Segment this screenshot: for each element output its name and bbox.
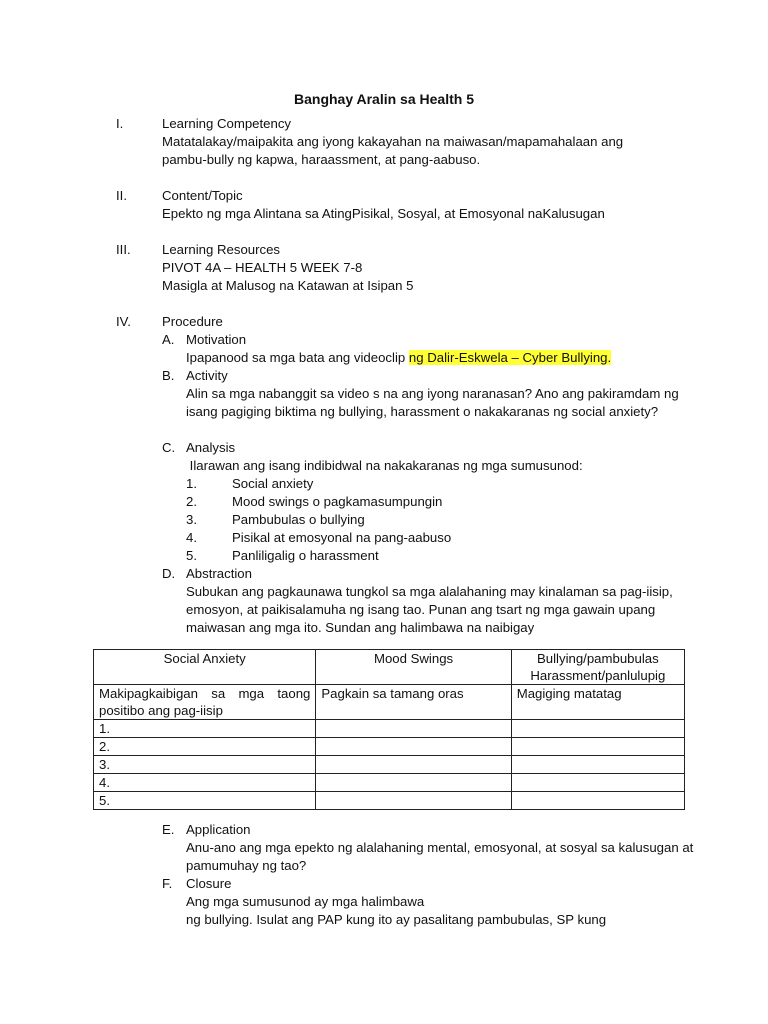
procedure-letter: C. [162, 440, 176, 455]
section-heading: Learning Resources [162, 242, 281, 257]
list-item: Mood swings o pagkamasumpungin [232, 494, 443, 509]
table-cell[interactable] [316, 720, 511, 738]
section-text: PIVOT 4A – HEALTH 5 WEEK 7-8 [162, 260, 363, 275]
table-cell[interactable] [316, 756, 511, 774]
table-cell: Magiging matatag [511, 685, 684, 720]
procedure-text: Anu-ano ang mga epekto ng alalahaning mental, emosyonal, at sosyal sa kalusugan at [186, 840, 694, 855]
list-item: Panliligalig o harassment [232, 548, 379, 563]
procedure-text: ng bullying. Isulat ang PAP kung ito ay pasalitang pambubulas, SP kung [186, 912, 607, 927]
table-cell: Pagkain sa tamang oras [316, 685, 511, 720]
table-cell[interactable] [511, 738, 684, 756]
procedure-text [186, 349, 611, 367]
procedure-label: Application [186, 822, 251, 837]
section-number: III. [116, 242, 131, 257]
procedure-text: isang pagiging biktima ng bullying, harassment o nakakaranas ng social anxiety? [186, 404, 659, 419]
example-text: Makipagkaibigan sa mga taong [99, 686, 311, 701]
section-heading: Content/Topic [162, 188, 243, 203]
table-cell[interactable]: 3. [94, 756, 316, 774]
procedure-text: maiwasan ang mga ito. Sundan ang halimbawa na naibigay [186, 620, 535, 635]
table-cell[interactable]: 1. [94, 720, 316, 738]
procedure-letter: D. [162, 566, 176, 581]
table-cell[interactable] [511, 774, 684, 792]
table-cell[interactable] [511, 756, 684, 774]
procedure-text: emosyon, at paikisalamuha ng isang tao. Punan ang tsart ng mga gawain upang [186, 602, 656, 617]
section-text: pambu-bully ng kapwa, haraassment, at pang-aabuso. [162, 152, 481, 167]
table-cell [94, 685, 316, 720]
table-row [94, 720, 685, 738]
procedure-letter: F. [162, 876, 173, 891]
procedure-letter: E. [162, 822, 175, 837]
procedure-text: pamumuhay ng tao? [186, 858, 307, 873]
procedure-letter: B. [162, 368, 175, 383]
list-number: 2. [186, 494, 197, 509]
list-item: Pambubulas o bullying [232, 512, 365, 527]
list-number: 5. [186, 548, 197, 563]
table-cell[interactable]: 2. [94, 738, 316, 756]
procedure-label: Abstraction [186, 566, 252, 581]
table-header-cell: Bullying/pambubulas Harassment/panlulupig [511, 650, 684, 685]
section-text: Masigla at Malusog na Katawan at Isipan 5 [162, 278, 414, 293]
table-cell[interactable] [316, 738, 511, 756]
procedure-text: Ang mga sumusunod ay mga halimbawa [186, 894, 425, 909]
section-number: II. [116, 188, 127, 203]
procedure-label: Activity [186, 368, 228, 383]
procedure-letter: A. [162, 332, 175, 347]
table-row [94, 774, 685, 792]
section-heading: Learning Competency [162, 116, 292, 131]
procedure-label: Analysis [186, 440, 236, 455]
table-cell[interactable] [511, 792, 684, 810]
section-number: IV. [116, 314, 131, 329]
list-number: 3. [186, 512, 197, 527]
table-header-cell: Mood Swings [316, 650, 511, 685]
table-cell[interactable]: 4. [94, 774, 316, 792]
abstraction-table [93, 649, 685, 810]
list-number: 1. [186, 476, 197, 491]
list-item: Social anxiety [232, 476, 314, 491]
table-row [94, 792, 685, 810]
section-number: I. [116, 116, 124, 131]
motivation-text: Ipapanood sa mga bata ang videoclip [186, 350, 409, 365]
table-cell[interactable] [316, 774, 511, 792]
table-row [94, 756, 685, 774]
table-header-row [94, 650, 685, 685]
section-heading: Procedure [162, 314, 223, 329]
table-row [94, 738, 685, 756]
section-text: Matatalakay/maipakita ang iyong kakayahan na maiwasan/mapamahalaan ang [162, 134, 624, 149]
table-cell[interactable]: 5. [94, 792, 316, 810]
table-row-example [94, 685, 685, 720]
highlighted-text: ng Dalir-Eskwela – Cyber Bullying. [408, 350, 612, 365]
list-number: 4. [186, 530, 197, 545]
example-text: positibo ang pag-iisip [99, 703, 223, 718]
procedure-text: Ilarawan ang isang indibidwal na nakakaranas ng mga sumusunod: [186, 458, 583, 473]
table-cell[interactable] [511, 720, 684, 738]
page-title: Banghay Aralin sa Health 5 [294, 91, 474, 107]
table-cell[interactable] [316, 792, 511, 810]
list-item: Pisikal at emosyonal na pang-aabuso [232, 530, 452, 545]
section-text: Epekto ng mga Alintana sa AtingPisikal, Sosyal, at Emosyonal naKalusugan [162, 206, 605, 221]
table-header-cell: Social Anxiety [94, 650, 316, 685]
procedure-label: Motivation [186, 332, 247, 347]
procedure-text: Subukan ang pagkaunawa tungkol sa mga alalahaning may kinalaman sa pag-iisip, [186, 584, 673, 599]
procedure-label: Closure [186, 876, 232, 891]
procedure-text: Alin sa mga nabanggit sa video s na ang iyong naranasan? Ano ang pakiramdam ng [186, 386, 679, 401]
